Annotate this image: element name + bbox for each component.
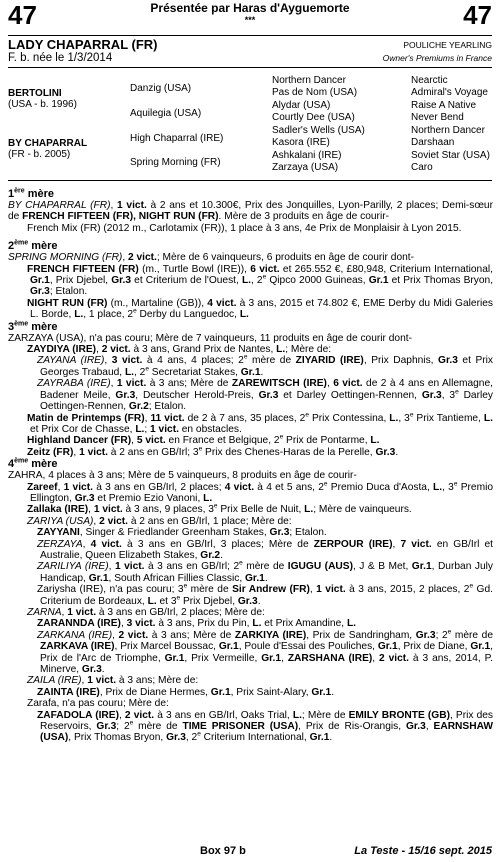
gen4-1: Nearctic bbox=[411, 75, 448, 86]
fourth-dam-grand-1: ZAYYANI, Singer & Friedlander Greenham Stakes, Gr.3; Etalon. bbox=[37, 527, 327, 539]
sire-info: (USA - b. 1996) bbox=[8, 99, 77, 110]
divider-pedigree bbox=[8, 67, 492, 68]
gen3-1: Northern Dancer bbox=[272, 75, 346, 86]
fourth-dam-grand-4: Zariysha (IRE), n'a pas couru; 3e mère de Sir Andrew (FR), 1 vict. à 3 ans, 2015, 2 places, 2e Gd. Criterium de Bordeaux, L. et 3e Prix Djebel, Gr.3. bbox=[37, 582, 493, 607]
dam-info: (FR - b. 2005) bbox=[8, 149, 71, 160]
third-dam-produce-1: ZAYDIYA (IRE), 2 vict. à 3 ans, Grand Prix de Nantes, L.; Mère de: bbox=[27, 344, 332, 356]
consignor-title: Présentée par Haras d'Ayguemorte bbox=[150, 1, 350, 15]
fourth-dam-produce-4: ZARNA, 1 vict. à 3 ans en GB/Irl, 2 places; Mère de: bbox=[27, 607, 265, 618]
third-dam-grand-1: ZAYANA (IRE), 3 vict. à 4 ans, 4 places; 2e mère de ZIYARID (IRE), Prix Daphnis, Gr.3 et Prix Georges Trabaud, L., 2e Secretariat Stakes, Gr.1. bbox=[37, 354, 494, 378]
gen2-4: Spring Morning (FR) bbox=[130, 157, 221, 168]
third-dam-produce-4: Zeitz (FR), 1 vict. à 2 ans en GB/Irl; 3e Prix des Chenes-Haras de la Perelle, Gr.3. bbox=[27, 445, 399, 458]
gen3-6: Kasora (IRE) bbox=[272, 137, 330, 148]
fourth-dam-grand-5: ZARANNDA (IRE), 3 vict. à 3 ans, Prix du Pin, L. et Prix Amandine, L. bbox=[37, 618, 356, 630]
gen2-2: Aquilegia (USA) bbox=[130, 108, 202, 119]
gen2-3: High Chaparral (IRE) bbox=[130, 133, 224, 144]
gen3-3: Alydar (USA) bbox=[272, 100, 331, 111]
divider-top bbox=[8, 35, 492, 36]
gen3-2: Pas de Nom (USA) bbox=[272, 87, 358, 98]
fourth-dam-produce-3: ZARIYA (USA), 2 vict. à 2 ans en GB/Irl, 1 place; Mère de: bbox=[27, 515, 292, 527]
divider-body bbox=[8, 180, 492, 181]
box-number: Box 97 b bbox=[200, 845, 246, 857]
stars: *** bbox=[244, 15, 256, 25]
lot-number-right: 47 bbox=[463, 0, 492, 30]
sale-place-date: La Teste - 15/16 sept. 2015 bbox=[354, 845, 492, 857]
second-dam-text: SPRING MORNING (FR), 2 vict.; Mère de 6 vainqueurs, 6 produits en âge de courir dont- bbox=[8, 252, 414, 264]
section-fourth-dam: 4ème mère bbox=[8, 457, 58, 471]
fourth-dam-produce-6: Zarafa, n'a pas couru; Mère de: bbox=[27, 698, 169, 710]
gen3-8: Zarzaya (USA) bbox=[272, 162, 339, 173]
gen3-4: Courtly Dee (USA) bbox=[272, 112, 355, 123]
gen4-8: Caro bbox=[411, 162, 433, 173]
lot-number-left: 47 bbox=[8, 0, 37, 30]
third-dam-text: ZARZAYA (USA), n'a pas couru; Mère de 7 vainqueurs, 11 produits en âge de courir dont- bbox=[8, 332, 412, 344]
gen3-5: Sadler's Wells (USA) bbox=[272, 125, 365, 136]
horse-name: LADY CHAPARRAL (FR) bbox=[8, 37, 158, 52]
first-dam-produce-1: French Mix (FR) (2012 m., Carlotamix (FR)), 1 place à 3 ans, 4e Prix de Monplaisir à Lyon 2015. bbox=[27, 222, 462, 234]
first-dam-text: BY CHAPARRAL (FR), 1 vict. à 2 ans et 10.300€, Prix des Jonquilles, Lyon-Parilly, 2 places; Demi-sœur de FRENCH FIFTEEN (FR), NIGHT RUN (FR). Mère de 3 produits en âge de courir- bbox=[8, 200, 493, 223]
fourth-dam-produce-5: ZAILA (IRE), 1 vict. à 3 ans; Mère de: bbox=[27, 675, 199, 687]
fourth-dam-produce-1: Zareef, 1 vict. à 3 ans en GB/Irl, 2 places; 4 vict. à 4 et 5 ans, 2e Premio Duca d'Aosta, L., 3e Premio Ellington, Gr.3 et Premio Ezio Vanoni, L. bbox=[27, 480, 493, 504]
gen4-7: Soviet Star (USA) bbox=[411, 150, 490, 161]
second-dam-produce-2: NIGHT RUN (FR) (m., Martaline (GB)), 4 vict. à 3 ans, 2015 et 74.802 €, EME Derby du Midi Galeries L. Borde, L., 1 place, 2e Derby du Languedoc, L. bbox=[27, 297, 493, 321]
third-dam-grand-2: ZAYRABA (IRE), 1 vict. à 3 ans; Mère de ZAREWITSCH (IRE), 6 vict. de 2 à 4 ans en Allemagne, Badener Meile, Gr.3, Deutscher Herold-Preis, Gr.3 et Darley Oettingen-Rennen, Gr.3, 3e Darley Oettingen-Rennen, Gr.2; Etalon. bbox=[37, 378, 494, 413]
second-dam-produce-1: FRENCH FIFTEEN (FR) (m., Turtle Bowl (IRE)), 6 vict. et 265.552 €, £80,948, Criterium International, Gr.1, Prix Djebel, Gr.3 et Criterium de l'Ouest, L., 2e Qipco 2000 Guineas, Gr.1 et Prix Thomas Bryon, Gr.3; Etalon. bbox=[27, 263, 494, 298]
section-first-dam: 1ère mère bbox=[8, 187, 54, 200]
section-third-dam: 3ème mère bbox=[8, 320, 58, 333]
fourth-dam-grand-2: ZERZAYA, 4 vict. à 3 ans en GB/Irl, 3 places; Mère de ZERPOUR (IRE), 7 vict. en GB/Irl et Australie, Queen Elizabeth Stakes, Gr.2. bbox=[37, 538, 493, 561]
horse-birth: F. b. née le 1/3/2014 bbox=[8, 52, 113, 64]
gen3-7: Ashkalani (IRE) bbox=[272, 150, 342, 161]
dam-name: BY CHAPARRAL bbox=[8, 138, 88, 149]
gen4-5: Northern Dancer bbox=[411, 125, 485, 136]
third-dam-produce-2: Matin de Printemps (FR), 11 vict. de 2 à 7 ans, 35 places, 2e Prix Contessina, L., 3e Prix Tantieme, L. et Prix Cor de Chasse, L.; 1 vict. en obstacles. bbox=[27, 411, 493, 435]
fourth-dam-grand-3: ZARILIYA (IRE), 1 vict. à 3 ans en GB/Irl; 2e mère de IGUGU (AUS), J & B Met, Gr.1, Durban July Handicap, Gr.1, South African Fillies Classic, Gr.1. bbox=[37, 559, 493, 584]
gen4-4: Never Bend bbox=[411, 112, 464, 123]
fourth-dam-grand-8: ZAFADOLA (IRE), 2 vict. à 3 ans en GB/Irl, Oaks Trial, L.; Mère de EMILY BRONTE (GB), Prix des Reservoirs, Gr.3; 2e mère de TIME PRISONER (USA), Prix de Ris-Orangis, Gr.3, EARNSHAW (USA), Prix Thomas Bryon, Gr.3, 2e Criterium International, Gr.1. bbox=[37, 709, 494, 744]
sire-name: BERTOLINI bbox=[8, 88, 62, 99]
gen2-1: Danzig (USA) bbox=[130, 83, 192, 94]
fourth-dam-grand-6: ZARKANA (IRE), 2 vict. à 3 ans; Mère de ZARKIYA (IRE), Prix de Sandringham, Gr.3; 2e mère de ZARKAVA (IRE), Prix Marcel Boussac, Gr.1, Poule d'Essai des Pouliches, Gr.1, Prix de Diane, Gr.1, Prix de l'Arc de Triomphe, Gr.1, Prix Vermeille, Gr.1, ZARSHANA (IRE), 2 vict. à 3 ans, 2014, P. Minerve, Gr.3. bbox=[37, 628, 494, 676]
section-second-dam: 2ème mère bbox=[8, 239, 58, 253]
gen4-3: Raise A Native bbox=[411, 100, 477, 111]
gen4-6: Darshaan bbox=[411, 137, 455, 148]
pedigree-table bbox=[8, 75, 494, 177]
horse-type: POULICHE YEARLING bbox=[403, 40, 492, 50]
produce-record bbox=[8, 182, 493, 744]
third-dam-produce-3: Highland Dancer (FR), 5 vict. en France et Belgique, 2e Prix de Pontarme, L. bbox=[27, 433, 380, 447]
gen4-2: Admiral's Voyage bbox=[411, 87, 488, 98]
fourth-dam-produce-2: Zallaka (IRE), 1 vict. à 3 ans, 9 places, 3e Prix Belle de Nuit, L.; Mère de vainqueurs. bbox=[27, 502, 412, 516]
horse-premiums: Owner's Premiums in France bbox=[382, 53, 492, 63]
fourth-dam-text: ZAHRA, 4 places à 3 ans; Mère de 5 vainqueurs, 8 produits en âge de courir- bbox=[8, 470, 357, 482]
fourth-dam-grand-7: ZAINTA (IRE), Prix de Diane Hermes, Gr.1, Prix Saint-Alary, Gr.1. bbox=[37, 686, 335, 698]
